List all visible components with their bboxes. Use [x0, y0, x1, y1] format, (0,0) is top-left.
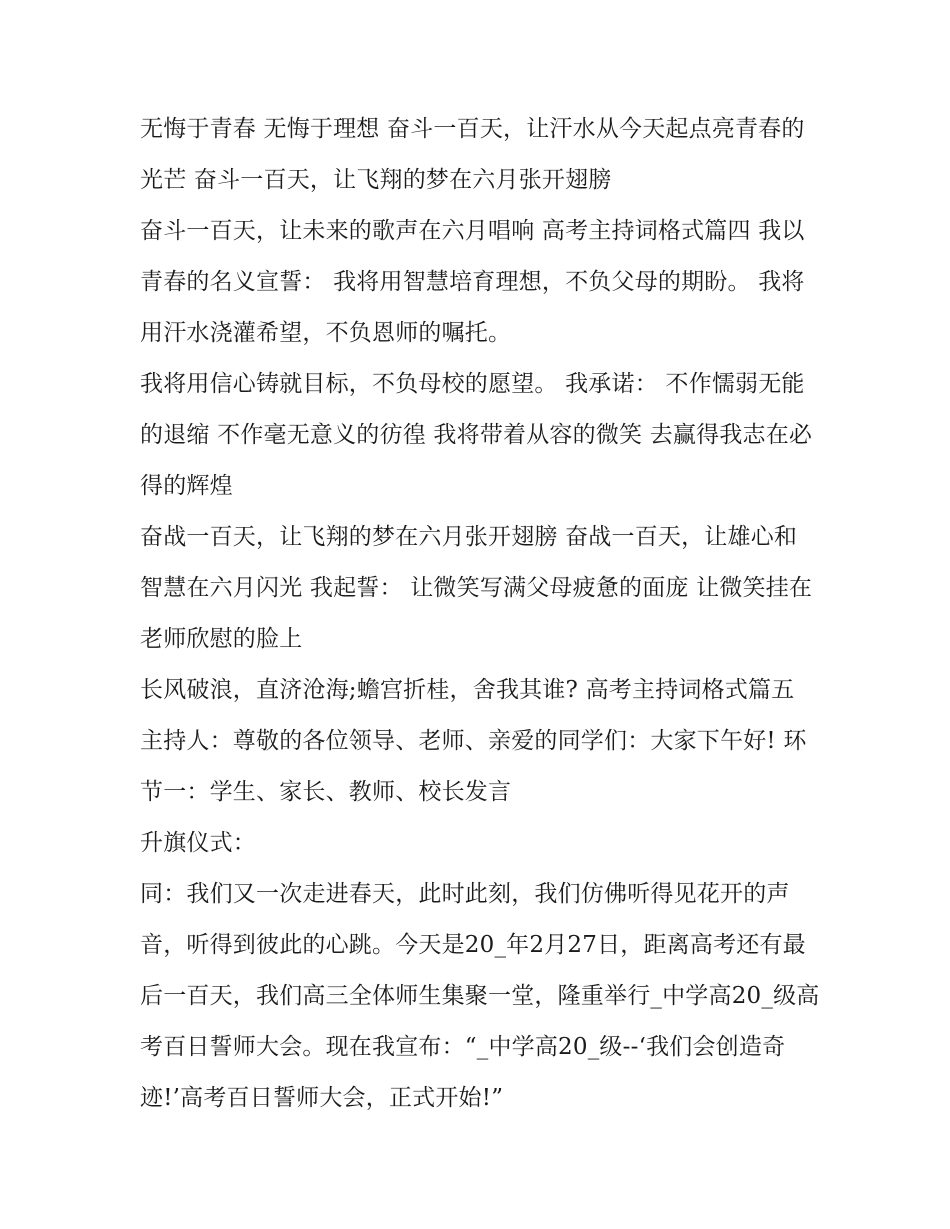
paragraph-5: 长风破浪，直济沧海;蟾宫折桂，舍我其谁? 高考主持词格式篇五 主持人：尊敬的各位领导、老师、亲爱的同学们：大家下午好! 环节一：学生、家长、教师、校长发言: [140, 677, 807, 805]
paragraph-7: 同：我们又一次走进春天，此时此刻，我们仿佛听得见花开的声音，听得到彼此的心跳。今天是20_年2月27日，距离高考还有最后一百天，我们高三全体师生集聚一堂，隆重举行_中学高20_级高考百日誓师大会。现在我宣布：“_中学高20_级--‘我们会创造奇迹!’高考百日誓师大会，正式开始!”: [140, 881, 820, 1111]
paragraph-6: 升旗仪式：: [140, 830, 256, 856]
paragraph-3: 我将用信心铸就目标，不负母校的愿望。 我承诺： 不作懦弱无能的退缩 不作毫无意义的彷徨 我将带着从容的微笑 去赢得我志在必得的辉煌: [140, 371, 813, 499]
paragraph-4: 奋战一百天，让飞翔的梦在六月张开翅膀 奋战一百天，让雄心和智慧在六月闪光 我起誓： 让微笑写满父母疲惫的面庞 让微笑挂在老师欣慰的脸上: [140, 524, 813, 652]
document-page: [140, 104, 820, 1124]
paragraph-1: 无悔于青春 无悔于理想 奋斗一百天，让汗水从今天起点亮青春的光芒 奋斗一百天，让飞翔的梦在六月张开翅膀: [140, 116, 805, 193]
paragraph-2: 奋斗一百天，让未来的歌声在六月唱响 高考主持词格式篇四 我以青春的名义宣誓： 我将用智慧培育理想，不负父母的期盼。 我将用汗水浇灌希望，不负恩师的嘱托。: [140, 218, 805, 346]
